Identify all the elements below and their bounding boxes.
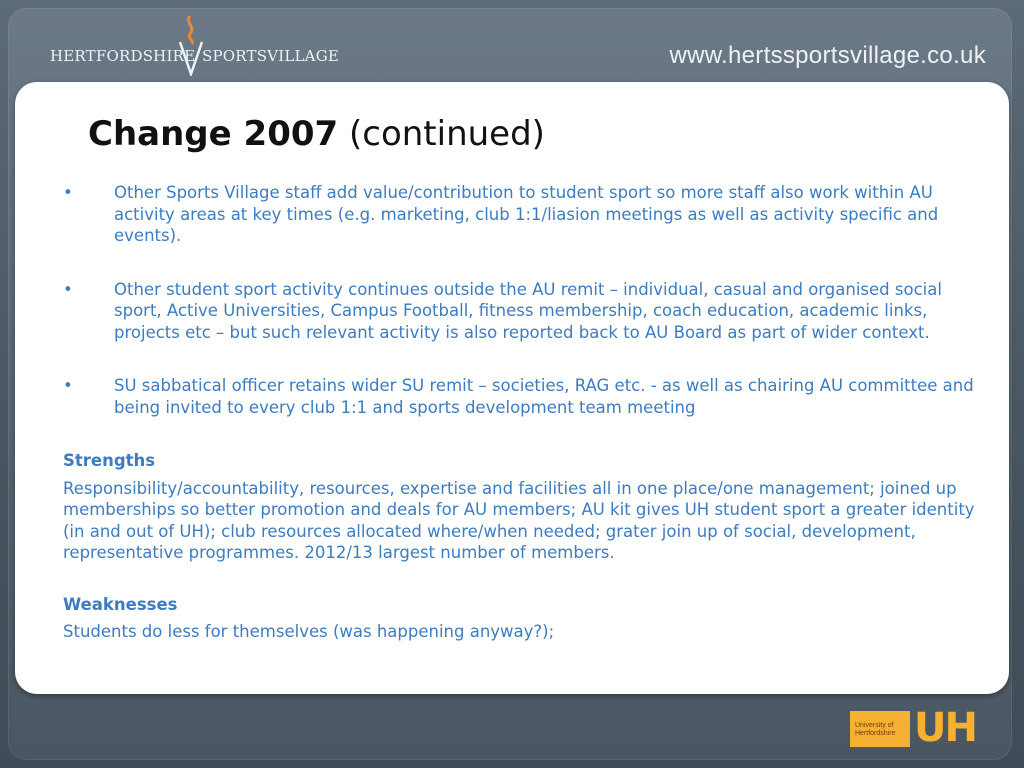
slide-body [63,182,983,673]
weaknesses-heading: Weaknesses [63,594,178,614]
weaknesses-text: Students do less for themselves (was happening anyway?); [63,622,555,641]
uh-logo-line2: Hertfordshire [855,730,896,737]
uh-logo-line1: University of [855,722,894,729]
uh-logo-letters: UH [914,705,976,751]
bullet-text: SU sabbatical officer retains wider SU remit – societies, RAG etc. - as well as chairing AU committee and being invited to every club 1:1 and sports development team meeting [114,376,974,417]
logo-right-text: SPORTSVILLAGE [202,47,340,65]
bullet-item [63,375,983,418]
strengths-text: Responsibility/accountability, resources, expertise and facilities all in one place/one management; joined up memberships so better promotion and deals for AU members; AU kit gives UH student sport a greater identity (in and out of UH); club resources allocated where/when needed; grater join up of social, development, representative programmes. 2012/13 largest number of members. [63,478,975,562]
slide-title-rest: (continued) [348,114,545,154]
hertfordshire-sports-village-logo [50,14,340,76]
bullet-text: Other student sport activity continues outside the AU remit – individual, casual and organised social sport, Active Universities, Campus Football, fitness membership, coach education, academic links, projects etc – but such relevant activity is also reported back to AU Board as part of wider context. [114,279,942,342]
bullet-marker: • [63,183,73,202]
content-card [15,82,1009,694]
bullet-marker: • [63,376,73,395]
bullet-item [63,182,983,247]
logo-v-flame-icon [178,14,204,76]
bullet-text: Other Sports Village staff add value/contribution to student sport so more staff also work within AU activity areas at key times (e.g. marketing, club 1:1/liasion meetings as well as activity specific and events). [114,183,939,245]
slide-title-bold: Change 2007 [88,114,339,154]
uh-logo-box [850,711,910,747]
university-of-hertfordshire-logo [850,705,986,751]
bullet-marker: • [63,279,73,299]
bullet-item [63,279,983,344]
site-url: www.hertssportsvillage.co.uk [669,42,986,69]
bullet-list [63,182,983,418]
logo-left-text: HERTFORDSHIRE [50,47,196,65]
slide-title [88,114,545,154]
strengths-heading: Strengths [63,451,156,470]
